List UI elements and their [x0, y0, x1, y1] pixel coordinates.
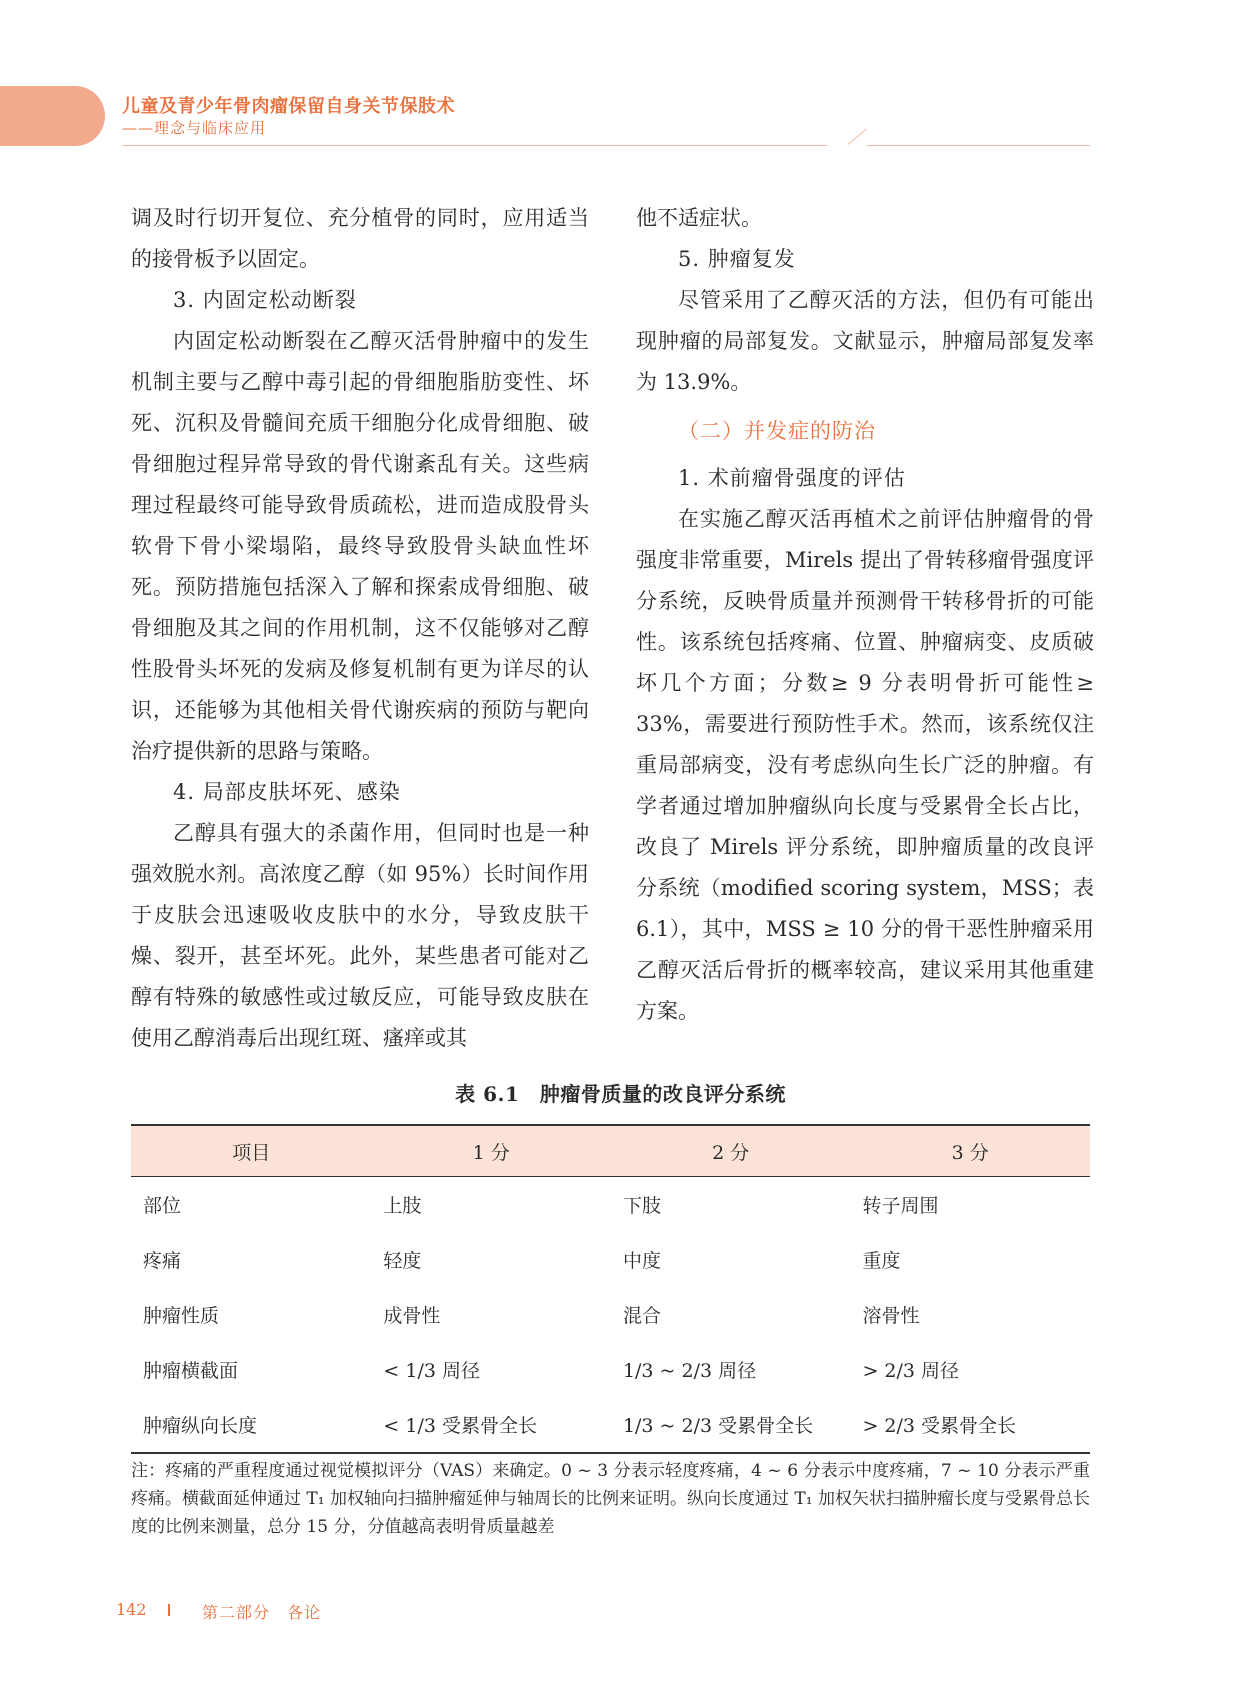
subsection-heading: 5. 肿瘤复发	[678, 247, 796, 271]
table-cell: 肿瘤性质	[143, 1305, 220, 1327]
paragraph: 乙醇具有强大的杀菌作用，但同时也是一种强效脱水剂。高浓度乙醇（如 95%）长时间作用于皮肤会迅速吸收皮肤中的水分，导致皮肤干燥、裂开，甚至坏死。此外，某些患者可能对乙醇有特殊的敏感性或过敏反应，可能导致皮肤在使用乙醇消毒后出现红斑、瘙痒或其	[131, 821, 589, 1050]
table-cell: 混合	[622, 1305, 661, 1327]
table-cell: 肿瘤纵向长度	[131, 1397, 371, 1453]
table-cell: 部位	[143, 1195, 182, 1217]
header-rule-right	[867, 145, 1090, 146]
table-row	[131, 1287, 1090, 1342]
table-cell: < 1/3 受累骨全长	[371, 1397, 611, 1453]
header-decoration-block	[0, 86, 105, 146]
table-row	[131, 1177, 1090, 1233]
paragraph: 尽管采用了乙醇灭活的方法，但仍有可能出现肿瘤的局部复发。文献显示，肿瘤局部复发率为 13.9%。	[636, 288, 1094, 394]
table-cell: 转子周围	[862, 1195, 939, 1217]
table-cell: 1/3 ~ 2/3 受累骨全长	[611, 1397, 851, 1453]
paragraph: 调及时行切开复位、充分植骨的同时，应用适当的接骨板予以固定。	[131, 206, 589, 271]
table-header-cell: 2 分	[611, 1125, 851, 1177]
table-row	[131, 1232, 1090, 1287]
table-cell: 疼痛	[143, 1250, 182, 1272]
table-cell: 重度	[862, 1250, 901, 1272]
subsection-heading: 4. 局部皮肤坏死、感染	[173, 780, 401, 804]
scoring-table	[131, 1124, 1090, 1454]
table-cell: 肿瘤横截面	[143, 1360, 239, 1382]
table-cell: > 2/3 周径	[862, 1360, 960, 1382]
book-title: 儿童及青少年骨肉瘤保留自身关节保肢术	[122, 96, 455, 117]
table-cell: 下肢	[622, 1195, 661, 1217]
left-column	[131, 198, 589, 1059]
table-header-cell: 3 分	[850, 1125, 1090, 1177]
table-cell: 1/3 ~ 2/3 周径	[622, 1360, 757, 1382]
table-cell: 上肢	[383, 1195, 422, 1217]
paragraph: 他不适症状。	[636, 206, 762, 230]
table-cell: < 1/3 周径	[383, 1360, 480, 1382]
table-header-row	[131, 1125, 1090, 1177]
page-number: 142	[116, 1600, 147, 1619]
right-column	[636, 198, 1094, 1032]
table-row	[131, 1397, 1090, 1453]
subsection-heading: 3. 内固定松动断裂	[173, 288, 357, 312]
table-header-cell: 1 分	[371, 1125, 611, 1177]
table-row	[131, 1342, 1090, 1397]
table-cell: 中度	[622, 1250, 661, 1272]
table-cell: 成骨性	[383, 1305, 441, 1327]
table-header-cell: 项目	[131, 1125, 371, 1177]
table-cell: 轻度	[383, 1250, 422, 1272]
header-rule-slash	[848, 129, 867, 145]
paragraph: 在实施乙醇灭活再植术之前评估肿瘤骨的骨强度非常重要，Mirels 提出了骨转移瘤骨强度评分系统，反映骨质量并预测骨干转移骨折的可能性。该系统包括疼痛、位置、肿瘤病变、皮质破坏几个方面；分数≥ 9 分表明骨折可能性≥ 33%，需要进行预防性手术。然而，该系统仅注重局部病变，没有考虑纵向生长广泛的肿瘤。有学者通过增加肿瘤纵向长度与受累骨全长占比，改良了 Mirels 评分系统，即肿瘤质量的改良评分系统（modified scoring system，MSS；表 6.1），其中，MSS ≥ 10 分的骨干恶性肿瘤采用乙醇灭活后骨折的概率较高，建议采用其他重建方案。	[636, 507, 1094, 1023]
book-subtitle: ——理念与临床应用	[122, 119, 267, 137]
table-caption: 表 6.1 肿瘤骨质量的改良评分系统	[455, 1082, 786, 1106]
table-cell: > 2/3 受累骨全长	[850, 1397, 1090, 1453]
table-note: 注：疼痛的严重程度通过视觉模拟评分（VAS）来确定。0 ~ 3 分表示轻度疼痛，4 ~ 6 分表示中度疼痛，7 ~ 10 分表示严重疼痛。横截面延伸通过 T₁ 加权轴向扫描肿瘤延伸与轴周长的比例来证明。纵向长度通过 T₁ 加权矢状扫描肿瘤长度与受累骨总长度的比例来测量，总分 15 分，分值越高表明骨质量越差	[131, 1461, 1090, 1537]
table-cell: 溶骨性	[862, 1305, 920, 1327]
footer-section-label: 第二部分 各论	[202, 1603, 322, 1622]
footer-separator	[168, 1604, 170, 1616]
subsection-heading: 1. 术前瘤骨强度的评估	[678, 466, 906, 490]
section-heading: （二）并发症的防治	[678, 419, 876, 443]
paragraph: 内固定松动断裂在乙醇灭活骨肿瘤中的发生机制主要与乙醇中毒引起的骨细胞脂肪变性、坏死、沉积及骨髓间充质干细胞分化成骨细胞、破骨细胞过程异常导致的骨代谢紊乱有关。这些病理过程最终可能导致骨质疏松，进而造成股骨头软骨下骨小梁塌陷，最终导致股骨头缺血性坏死。预防措施包括深入了解和探索成骨细胞、破骨细胞及其之间的作用机制，这不仅能够对乙醇性股骨头坏死的发病及修复机制有更为详尽的认识，还能够为其他相关骨代谢疾病的预防与靶向治疗提供新的思路与策略。	[131, 329, 589, 763]
header-rule-left	[122, 145, 827, 146]
